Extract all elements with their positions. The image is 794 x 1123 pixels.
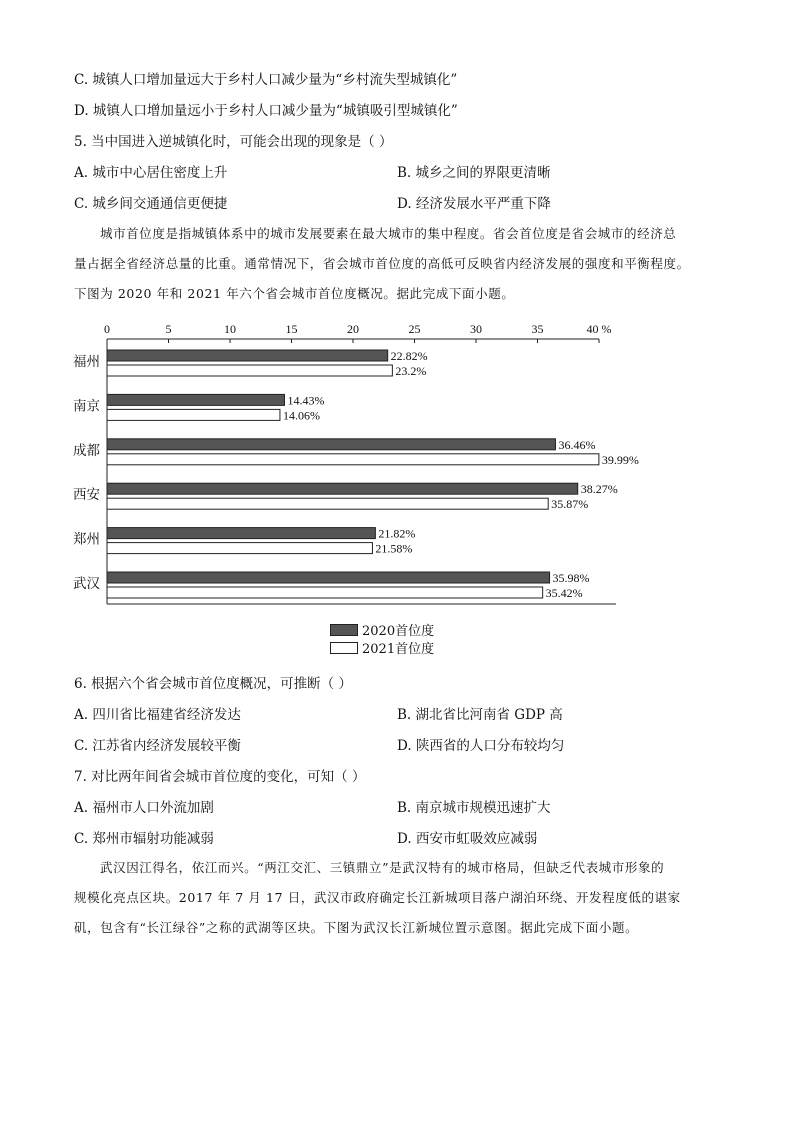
legend-2021 bbox=[330, 638, 434, 657]
data-label: 35.98% bbox=[552, 571, 590, 585]
data-label: 36.46% bbox=[558, 437, 596, 452]
x-tick-label: 5 bbox=[165, 322, 172, 336]
passage-line: 下图为 2020 年和 2021 年六个省会城市首位度概况。据此完成下面小题。 bbox=[74, 286, 515, 301]
x-tick-label: 25 bbox=[408, 322, 421, 336]
bar-2020 bbox=[107, 439, 555, 450]
q5-option-a: A. 城市中心居住密度上升 bbox=[74, 165, 228, 181]
q5-option-d: D. 经济发展水平严重下降 bbox=[397, 196, 551, 212]
x-tick-label: 40 % bbox=[586, 322, 612, 336]
category-label: 西安 bbox=[73, 487, 100, 504]
passage-line: 武汉因江得名，依江而兴。“两江交汇、三镇鼎立”是武汉特有的城市格局，但缺乏代表城市形象的 bbox=[100, 860, 665, 875]
x-tick-label: 10 bbox=[224, 322, 236, 336]
q7-option-b: B. 南京城市规模迅速扩大 bbox=[397, 800, 551, 816]
q5-option-b: B. 城乡之间的界限更清晰 bbox=[397, 165, 551, 181]
q5-option-c: C. 城乡间交通通信更便捷 bbox=[74, 196, 228, 212]
data-label: 35.87% bbox=[551, 497, 589, 512]
x-tick-label: 20 bbox=[347, 322, 359, 336]
passage-line: 规模化亮点区块。2017 年 7 月 17 日，武汉市政府确定长江新城项目落户湖泊环绕、开发程度低的谌家 bbox=[74, 890, 681, 905]
bar-2020 bbox=[107, 572, 550, 583]
bar-2020 bbox=[107, 394, 284, 405]
data-label: 21.58% bbox=[375, 541, 413, 556]
bar-2021 bbox=[107, 587, 543, 598]
q6-option-d: D. 陕西省的人口分布较均匀 bbox=[397, 738, 565, 754]
bar-2021 bbox=[107, 498, 548, 509]
legend-label-2021: 2021首位度 bbox=[362, 642, 435, 657]
passage-primacy bbox=[74, 219, 734, 309]
legend-swatch-2020 bbox=[330, 624, 358, 636]
data-label: 38.27% bbox=[580, 482, 618, 497]
data-label: 14.06% bbox=[282, 408, 320, 423]
category-label: 成都 bbox=[73, 442, 100, 459]
bar-2021 bbox=[107, 543, 372, 554]
q5-stem: 5. 当中国进入逆城镇化时，可能会出现的现象是（ ） bbox=[74, 134, 393, 150]
bar-2021 bbox=[107, 454, 599, 465]
data-label: 22.82% bbox=[390, 349, 428, 363]
passage-line: 城市首位度是指城镇体系中的城市发展要素在最大城市的集中程度。省会首位度是省会城市的经济总 bbox=[100, 226, 677, 241]
q7-stem: 7. 对比两年间省会城市首位度的变化，可知（ ） bbox=[74, 769, 366, 785]
q6-option-a: A. 四川省比福建省经济发达 bbox=[74, 707, 241, 723]
legend-label-2020: 2020首位度 bbox=[362, 624, 435, 639]
data-label: 23.2% bbox=[395, 364, 427, 378]
passage-line: 矶，包含有“长江绿谷”之称的武湖等区块。下图为武汉长江新城位置示意图。据此完成下面小题。 bbox=[74, 920, 639, 935]
bar-2020 bbox=[107, 483, 578, 494]
x-tick-label: 15 bbox=[285, 322, 298, 336]
category-label: 武汉 bbox=[73, 576, 100, 592]
legend-swatch-2021 bbox=[330, 642, 358, 654]
legend-2020 bbox=[330, 620, 434, 639]
q6-stem: 6. 根据六个省会城市首位度概况，可推断（ ） bbox=[74, 676, 352, 692]
category-label: 郑州 bbox=[73, 531, 100, 548]
q4-option-c: C. 城镇人口增加量远大于乡村人口减少量为“乡村流失型城镇化” bbox=[74, 72, 458, 88]
x-tick-label: 0 bbox=[104, 322, 110, 336]
passage-line: 量占据全省经济总量的比重。通常情况下，省会城市首位度的高低可反映省内经济发展的强度和平衡程度。 bbox=[74, 256, 690, 271]
q7-option-c: C. 郑州市辐射功能减弱 bbox=[74, 831, 214, 847]
data-label: 14.43% bbox=[287, 393, 325, 408]
data-label: 39.99% bbox=[601, 452, 639, 467]
x-tick-label: 35 bbox=[531, 322, 544, 336]
q6-option-c: C. 江苏省内经济发展较平衡 bbox=[74, 738, 241, 754]
q7-option-a: A. 福州市人口外流加剧 bbox=[74, 800, 214, 816]
bar-2021 bbox=[107, 409, 280, 420]
bar-2020 bbox=[107, 528, 375, 539]
category-label: 南京 bbox=[73, 398, 100, 415]
data-label: 21.82% bbox=[378, 526, 416, 541]
q7-option-d: D. 西安市虹吸效应减弱 bbox=[397, 831, 538, 847]
bar-2021 bbox=[107, 365, 392, 376]
q4-option-d: D. 城镇人口增加量远小于乡村人口减少量为“城镇吸引型城镇化” bbox=[74, 103, 458, 119]
x-tick-label: 30 bbox=[470, 322, 482, 336]
q6-option-b: B. 湖北省比河南省 GDP 高 bbox=[397, 707, 563, 723]
passage-wuhan bbox=[74, 853, 734, 943]
bar-2020 bbox=[107, 350, 388, 361]
category-label: 福州 bbox=[73, 354, 100, 370]
data-label: 35.42% bbox=[545, 586, 583, 600]
primacy-bar-chart bbox=[60, 315, 640, 615]
